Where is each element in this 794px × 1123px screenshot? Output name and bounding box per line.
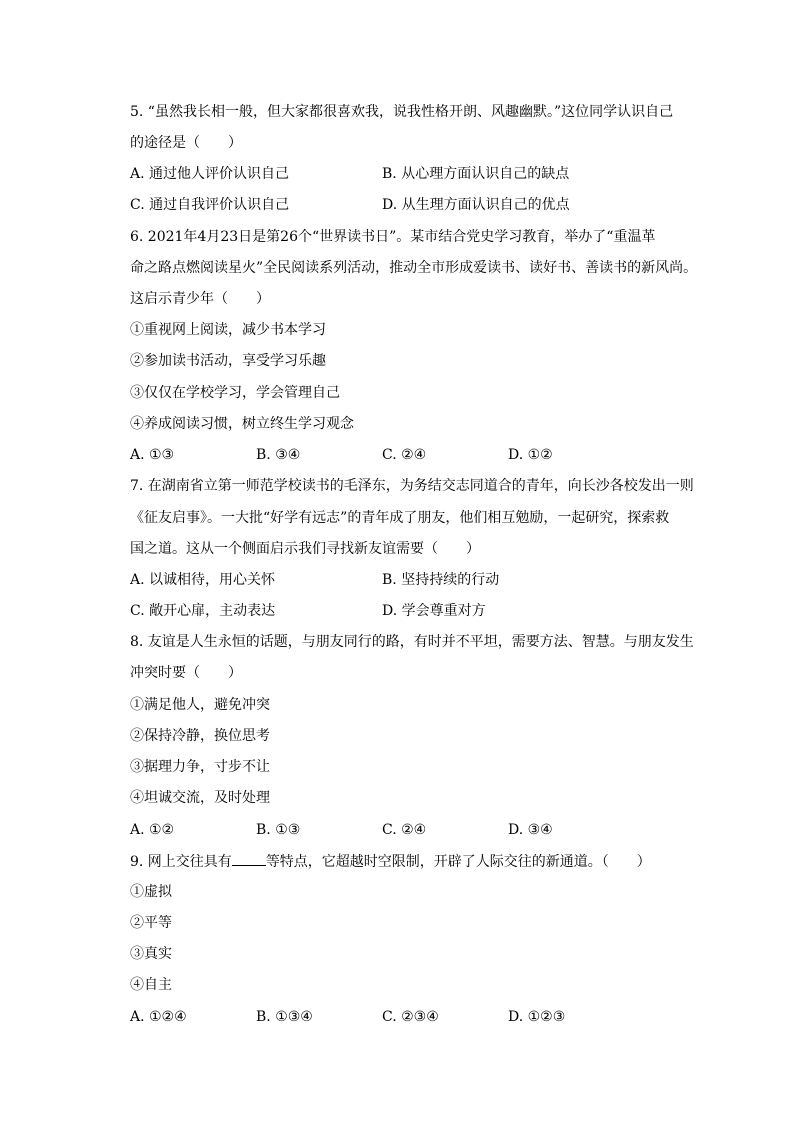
- statement-3: ③据理力争，寸步不让: [130, 759, 270, 775]
- option-a[interactable]: A. ①②: [130, 822, 175, 838]
- question-stem: 国之道。这从一个侧面启示我们寻找新友谊需要（ ）: [130, 541, 480, 557]
- question-stem: 5. “虽然我长相一般，但大家都很喜欢我，说我性格开朗、风趣幽默。”这位同学认识自己: [130, 104, 674, 120]
- option-a[interactable]: A. 以诚相待，用心关怀: [130, 572, 276, 588]
- option-d[interactable]: D. 学会尊重对方: [382, 603, 486, 619]
- option-a[interactable]: A. ①③: [130, 447, 175, 463]
- statement-1: ①重视网上阅读，减少书本学习: [130, 322, 326, 338]
- option-c[interactable]: C. ②③④: [382, 1009, 439, 1025]
- statement-2: ②平等: [130, 915, 172, 931]
- question-stem: 《征友启事》。一大批“好学有远志”的青年成了朋友，他们相互勉励，一起研究，探索救: [130, 510, 670, 526]
- statement-2: ②参加读书活动，享受学习乐趣: [130, 353, 326, 369]
- option-d[interactable]: D. ①②: [508, 447, 553, 463]
- option-b[interactable]: B. ①③: [256, 822, 301, 838]
- option-b[interactable]: B. ③④: [256, 447, 301, 463]
- option-d[interactable]: D. ③④: [508, 822, 553, 838]
- option-c[interactable]: C. 通过自我评价认识自己: [130, 197, 290, 213]
- option-b[interactable]: B. 从心理方面认识自己的缺点: [382, 166, 570, 182]
- option-d[interactable]: D. 从生理方面认识自己的优点: [382, 197, 570, 213]
- question-stem: 这启示青少年（ ）: [130, 291, 270, 307]
- statement-4: ④坦诚交流，及时处理: [130, 790, 270, 806]
- option-c[interactable]: C. ②④: [382, 822, 427, 838]
- option-b[interactable]: B. ①③④: [256, 1009, 313, 1025]
- statement-2: ②保持冷静，换位思考: [130, 728, 270, 744]
- stem-after-blank: 等特点，它超越时空限制，开辟了人际交往的新通道。（ ）: [265, 854, 651, 870]
- option-c[interactable]: C. 敞开心扉，主动表达: [130, 603, 276, 619]
- answer-blank: [232, 851, 266, 866]
- question-stem: 6. 2021年4月23日是第26个“世界读书日”。某市结合党史学习教育，举办了“重温革: [130, 229, 656, 245]
- statement-1: ①虚拟: [130, 884, 172, 900]
- option-b[interactable]: B. 坚持持续的行动: [382, 572, 500, 588]
- option-a[interactable]: A. 通过他人评价认识自己: [130, 166, 290, 182]
- stem-before-blank: 9. 网上交往具有: [130, 854, 232, 870]
- option-d[interactable]: D. ①②③: [508, 1009, 566, 1025]
- option-c[interactable]: C. ②④: [382, 447, 427, 463]
- statement-3: ③真实: [130, 946, 172, 962]
- statement-1: ①满足他人，避免冲突: [130, 697, 270, 713]
- question-stem: [130, 851, 651, 871]
- question-stem: 命之路点燃阅读星火”全民阅读系列活动，推动全市形成爱读书、读好书、善读书的新风尚。: [130, 260, 698, 276]
- question-stem: 冲突时要（ ）: [130, 665, 242, 681]
- statement-4: ④养成阅读习惯，树立终生学习观念: [130, 416, 354, 432]
- statement-4: ④自主: [130, 977, 172, 993]
- question-stem: 的途径是（ ）: [130, 135, 242, 151]
- option-a[interactable]: A. ①②④: [130, 1009, 187, 1025]
- question-stem: 7. 在湖南省立第一师范学校读书的毛泽东，为务结交志同道合的青年，向长沙各校发出一则: [130, 478, 694, 494]
- statement-3: ③仅仅在学校学习，学会管理自己: [130, 385, 340, 401]
- question-stem: 8. 友谊是人生永恒的话题，与朋友同行的路，有时并不平坦，需要方法、智慧。与朋友发生: [130, 634, 694, 650]
